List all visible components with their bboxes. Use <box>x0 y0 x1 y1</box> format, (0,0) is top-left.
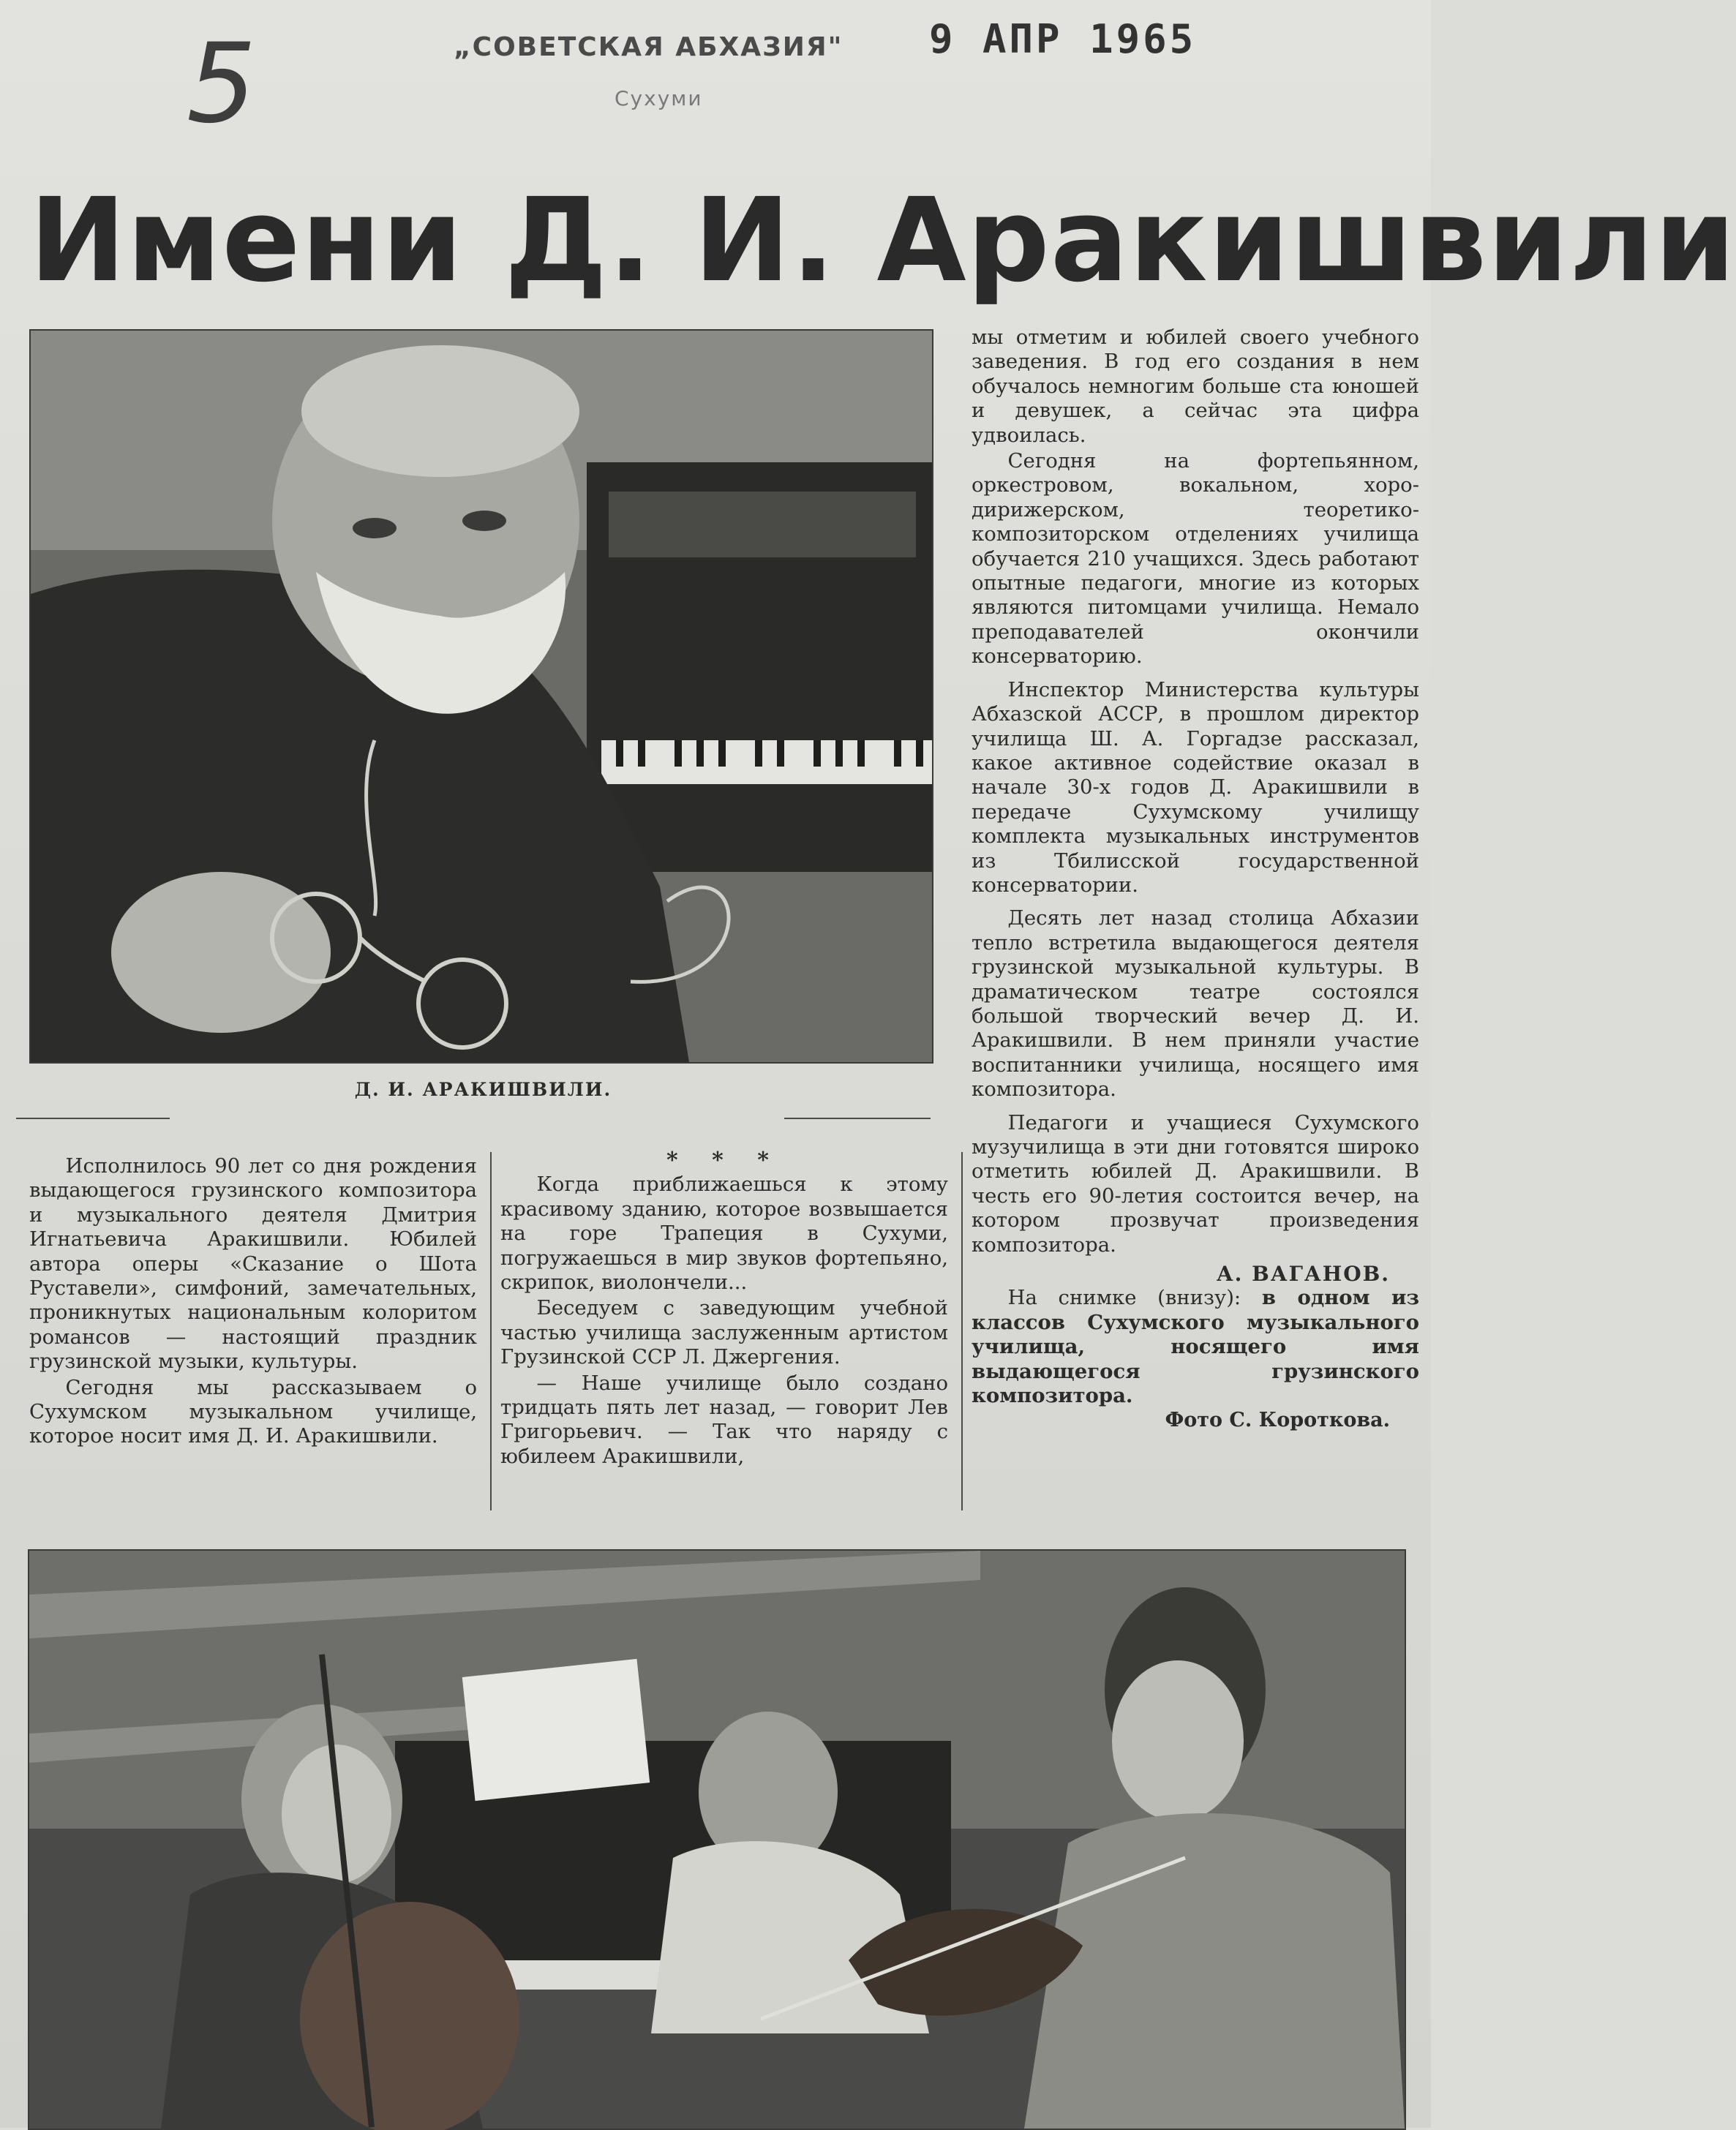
col2-paragraph: Беседуем с заведующим учебной частью училища заслуженным артистом Грузинской ССР Л. Джергения. <box>500 1296 948 1369</box>
photo-note <box>972 1286 1419 1408</box>
photo-note-text: в одном из классов Сухумского музыкального училища, носящего имя выдающегося грузинского композитора. <box>972 1286 1419 1408</box>
portrait-illustration <box>31 331 932 1062</box>
city-stamp: Сухуми <box>615 86 703 110</box>
caption-rule-right <box>784 1118 931 1119</box>
photo-credit: Фото С. Короткова. <box>1165 1409 1390 1432</box>
caption-rule-left <box>16 1118 170 1119</box>
photo-note-lead: На снимке (внизу): <box>1007 1286 1241 1310</box>
date-stamp: 9 АПР 1965 <box>929 16 1197 62</box>
col3-paragraph: Инспектор Министерства культуры Абхазской АССР, в прошлом директор училища Ш. А. Горгадзе рассказал, какое активное содействие оказал в начале 30-х годов Д. Аракишвили в передаче Сухумскому училищу комплекта музыкальных инструментов из Тбилисской государственной консерватории. <box>972 677 1419 897</box>
portrait-photo <box>29 329 933 1064</box>
col3-paragraph: мы отметим и юбилей своего учебного заведения. В год его создания в нем обучалось немногим больше ста юношей и девушек, а сейчас эта цифра удвоилась. <box>972 325 1419 447</box>
col1-paragraph: Сегодня мы рассказываем о Сухумском музыкальном училище, которое носит имя Д. И. Аракишвили. <box>29 1375 477 1448</box>
col2-paragraph: Когда приближаешься к этому красивому зданию, которое возвышается на горе Трапеция в Сухуми, погружаешься в мир звуков фортепьяно, скрипок, виолончели... <box>500 1173 948 1295</box>
column-2 <box>500 1148 948 1469</box>
article-headline: Имени Д. И. Аракишвили <box>29 173 1736 308</box>
column-3 <box>972 325 1419 1433</box>
classroom-photo <box>28 1549 1406 2130</box>
article-author: А. ВАГАНОВ. <box>1216 1262 1390 1287</box>
column-divider <box>490 1152 492 1510</box>
col2-paragraph: — Наше училище было создано тридцать пять лет назад, — говорит Лев Григорьевич. — Так что наряду с юбилеем Аракишвили, <box>500 1371 948 1468</box>
classroom-illustration <box>29 1551 1405 2129</box>
handwritten-number: 5 <box>187 20 257 148</box>
portrait-caption: Д. И. АРАКИШВИЛИ. <box>354 1079 612 1100</box>
column-1 <box>29 1154 477 1449</box>
column-divider <box>961 1152 963 1510</box>
col3-paragraph: Десять лет назад столица Абхазии тепло встретила выдающегося деятеля грузинской музыкальной культуры. В драматическом театре состоялся большой творческий вечер Д. И. Аракишвили. В нем приняли участие воспитанники училища, носящего имя композитора. <box>972 906 1419 1102</box>
section-separator: * * * <box>666 1148 782 1173</box>
col1-paragraph: Исполнилось 90 лет со дня рождения выдающегося грузинского композитора и музыкального деятеля Дмитрия Игнатьевича Аракишвили. Юбилей автора оперы «Сказание о Шота Руставели», симфоний, замечательных, проникнутых национальным колоритом романсов — настоящий праздник грузинской музыки, культуры. <box>29 1154 477 1374</box>
col3-paragraph: Педагоги и учащиеся Сухумского музучилища в эти дни готовятся широко отметить юбилей Д. Аракишвили. В честь его 90-летия состоится вечер, на котором прозвучат произведения композитора. <box>972 1110 1419 1257</box>
newspaper-name: „СОВЕТСКАЯ АБХАЗИЯ" <box>454 32 843 62</box>
col3-paragraph: Сегодня на фортепьянном, оркестровом, вокальном, хоро-дирижерском, теоретико-композиторском отделениях училища обучается 210 учащихся. Здесь работают опытные педагоги, многие из которых являются питомцами училища. Немало преподавателей окончили консерваторию. <box>972 449 1419 669</box>
